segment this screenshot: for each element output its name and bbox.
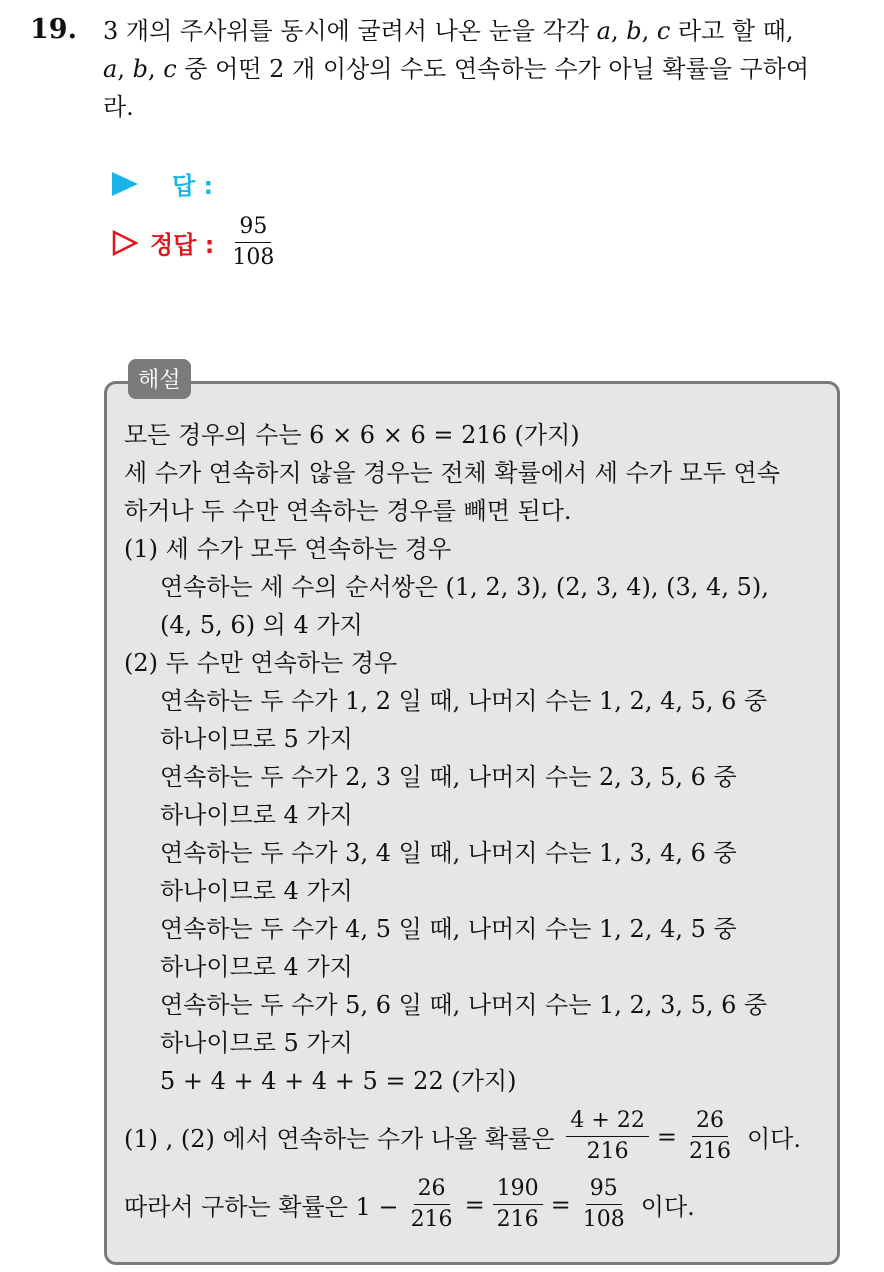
solution-line: 연속하는 두 수가 2, 3 일 때, 나머지 수는 2, 3, 5, 6 중 [160, 763, 737, 791]
fraction: $\frac{26}{216}$ [410, 1176, 453, 1232]
solution-line: 하나이므로 4 가지 [160, 877, 353, 905]
final-answer-line: 따라서 구하는 확률은 1 − $\frac{26}{216}$ = $\frac{190}{216}$ = $\frac{95}{108}$ 이다. [124, 1176, 695, 1232]
question-number: 19. [30, 14, 77, 45]
solution-line: 하나이므로 4 가지 [160, 801, 353, 829]
question-line-3: 라. [103, 93, 134, 121]
solution-line: 하나이므로 5 가지 [160, 1029, 353, 1057]
solution-line: 연속하는 두 수가 3, 4 일 때, 나머지 수는 1, 3, 4, 6 중 [160, 839, 737, 867]
play-outline-icon [112, 230, 138, 256]
solution-tag: 해설 [128, 359, 191, 399]
solution-line: 하거나 두 수만 연속하는 경우를 빼면 된다. [124, 497, 572, 525]
answer-row [112, 166, 213, 201]
fraction: $\frac{95}{108}$ [582, 1176, 625, 1232]
fraction: $\frac{26}{216}$ [688, 1108, 731, 1164]
solution-line: 하나이므로 4 가지 [160, 953, 353, 981]
solution-line: 연속하는 세 수의 순서쌍은 (1, 2, 3), (2, 3, 4), (3, 4, 5), [160, 573, 769, 601]
question-line-2: a, b, c 중 어떤 2 개 이상의 수도 연속하는 수가 아닐 확률을 구하여 [103, 55, 810, 83]
play-icon [112, 172, 138, 196]
solution-line: 연속하는 두 수가 1, 2 일 때, 나머지 수는 1, 2, 4, 5, 6 중 [160, 687, 768, 715]
fraction: $\frac{4 + 22}{216}$ [566, 1108, 648, 1165]
solution-line: 연속하는 두 수가 5, 6 일 때, 나머지 수는 1, 2, 3, 5, 6 중 [160, 991, 768, 1019]
question-line-1: 3 개의 주사위를 동시에 굴려서 나온 눈을 각각 a, b, c 라고 할 때, [103, 17, 794, 45]
fraction: $\frac{190}{216}$ [493, 1176, 543, 1233]
answer-label: 답 : [172, 172, 214, 200]
solution-line: 세 수가 연속하지 않을 경우는 전체 확률에서 세 수가 모두 연속 [124, 459, 780, 487]
solution-line: 연속하는 두 수가 4, 5 일 때, 나머지 수는 1, 2, 4, 5 중 [160, 915, 737, 943]
solution-line: (2) 두 수만 연속하는 경우 [124, 649, 398, 677]
correct-answer-label: 정답 : [150, 231, 215, 259]
probability-line: (1) , (2) 에서 연속하는 수가 나올 확률은 $\frac{4 + 22}{216}$ = $\frac{26}{216}$ 이다. [124, 1108, 801, 1164]
correct-answer-fraction: $\frac{95}{108}$ [232, 214, 275, 270]
solution-line: 모든 경우의 수는 6 × 6 × 6 = 216 (가지) [124, 421, 580, 449]
correct-answer-row [112, 214, 282, 271]
solution-line: 5 + 4 + 4 + 4 + 5 = 22 (가지) [160, 1067, 517, 1095]
solution-line: 하나이므로 5 가지 [160, 725, 353, 753]
solution-line: (1) 세 수가 모두 연속하는 경우 [124, 535, 452, 563]
solution-line: (4, 5, 6) 의 4 가지 [160, 611, 363, 639]
